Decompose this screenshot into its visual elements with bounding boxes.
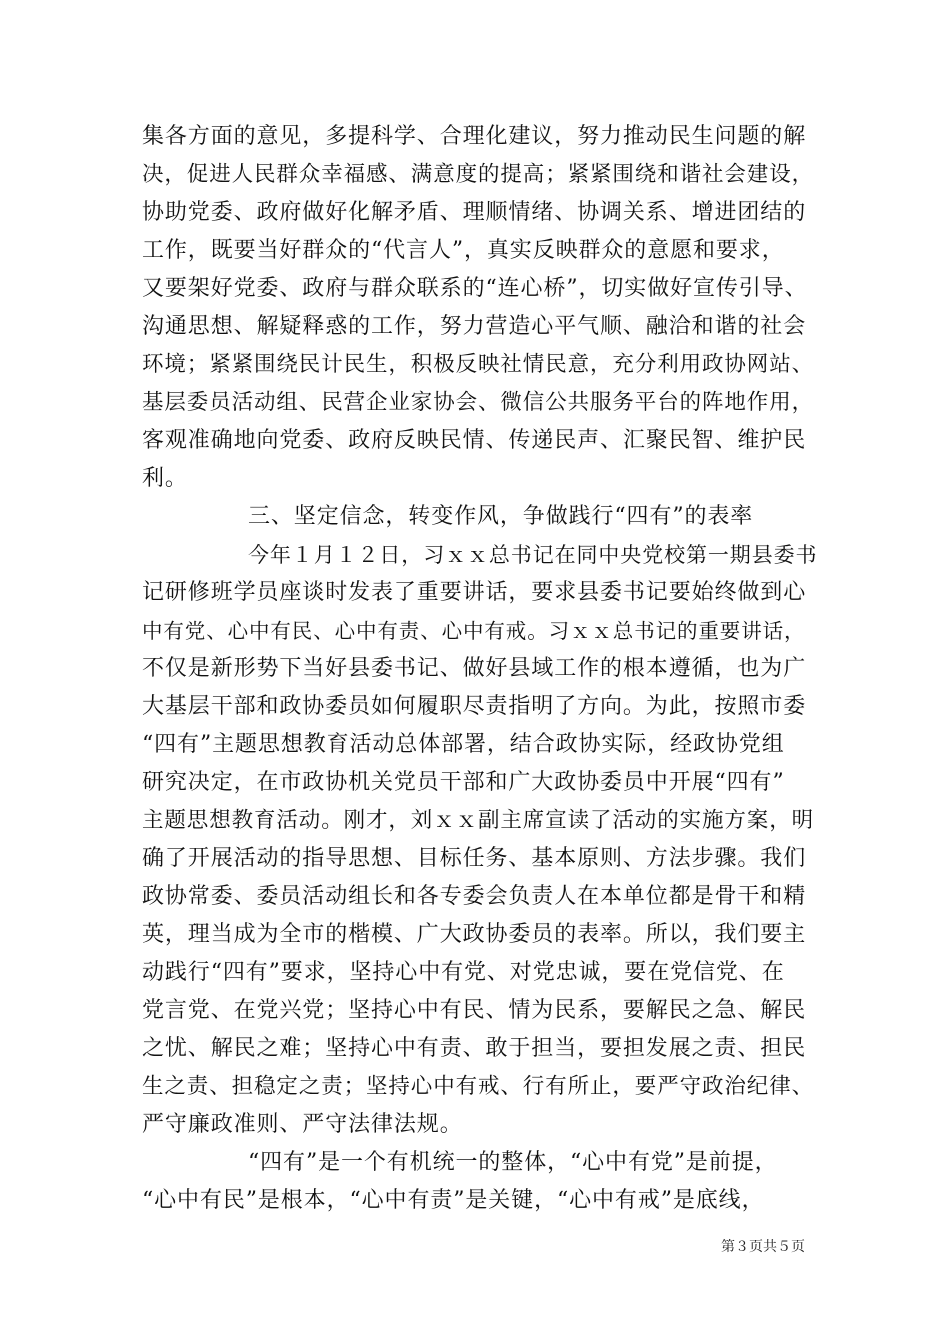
text-line: “四有”是一个有机统一的整体，“心中有党”是前提， xyxy=(248,1150,778,1175)
text-line: 又要架好党委、政府与群众联系的“连心桥”，切实做好宣传引导、 xyxy=(142,276,808,301)
text-line: 党言党、在党兴党；坚持心中有民、情为民系，要解民之急、解民 xyxy=(142,998,807,1023)
text-line: 客观准确地向党委、政府反映民情、传递民声、汇聚民智、维护民 xyxy=(142,428,807,453)
text-line: 不仅是新形势下当好县委书记、做好县域工作的根本遵循，也为广 xyxy=(142,656,807,681)
text-line: 工作，既要当好群众的“代言人”，真实反映群众的意愿和要求， xyxy=(142,238,785,263)
page-number-footer: 第３页共５页 xyxy=(721,1239,805,1255)
text-line: 中有党、心中有民、心中有责、心中有戒。习ｘｘ总书记的重要讲话， xyxy=(142,619,806,643)
text-line: 之忧、解民之难；坚持心中有责、敢于担当，要担发展之责、担民 xyxy=(142,1036,807,1061)
text-line: 研究决定，在市政协机关党员干部和广大政协委员中开展“四有” xyxy=(142,770,785,795)
text-line: “四有”主题思想教育活动总体部署，结合政协实际，经政协党组 xyxy=(142,732,785,757)
text-line: 集各方面的意见，多提科学、合理化建议，努力推动民生问题的解 xyxy=(142,124,807,149)
text-line: 生之责、担稳定之责；坚持心中有戒、行有所止，要严守政治纪律、 xyxy=(142,1074,815,1099)
text-line: 英，理当成为全市的楷模、广大政协委员的表率。所以，我们要主 xyxy=(142,922,807,947)
text-line: 沟通思想、解疑释惑的工作，努力营造心平气顺、融洽和谐的社会 xyxy=(142,314,807,339)
text-line: 基层委员活动组、民营企业家协会、微信公共服务平台的阵地作用， xyxy=(142,390,815,415)
text-line: 严守廉政准则、严守法律法规。 xyxy=(142,1112,463,1137)
text-line: 协助党委、政府做好化解矛盾、理顺情绪、协调关系、增进团结的 xyxy=(142,200,807,225)
text-line: 动践行“四有”要求，坚持心中有党、对党忠诚，要在党信党、在 xyxy=(142,960,785,985)
section-heading: 三、坚定信念，转变作风，争做践行“四有”的表率 xyxy=(248,504,754,529)
text-line: 环境；紧紧围绕民计民生，积极反映社情民意，充分利用政协网站、 xyxy=(142,352,815,377)
text-line: 记研修班学员座谈时发表了重要讲话，要求县委书记要始终做到心 xyxy=(142,580,807,605)
text-line: “心中有民”是根本，“心中有责”是关键，“心中有戒”是底线， xyxy=(142,1188,765,1213)
text-line: 决，促进人民群众幸福感、满意度的提高；紧紧围绕和谐社会建设， xyxy=(142,162,815,187)
text-line: 今年１月１２日，习ｘｘ总书记在同中央党校第一期县委书 xyxy=(248,543,818,567)
text-line: 大基层干部和政协委员如何履职尽责指明了方向。为此，按照市委 xyxy=(142,694,807,719)
text-line: 主题思想教育活动。刚才，刘ｘｘ副主席宣读了活动的实施方案，明 xyxy=(142,808,815,833)
text-line: 确了开展活动的指导思想、目标任务、基本原则、方法步骤。我们 xyxy=(142,846,807,871)
text-line: 利。 xyxy=(142,466,188,491)
text-line: 政协常委、委员活动组长和各专委会负责人在本单位都是骨干和精 xyxy=(142,884,807,909)
